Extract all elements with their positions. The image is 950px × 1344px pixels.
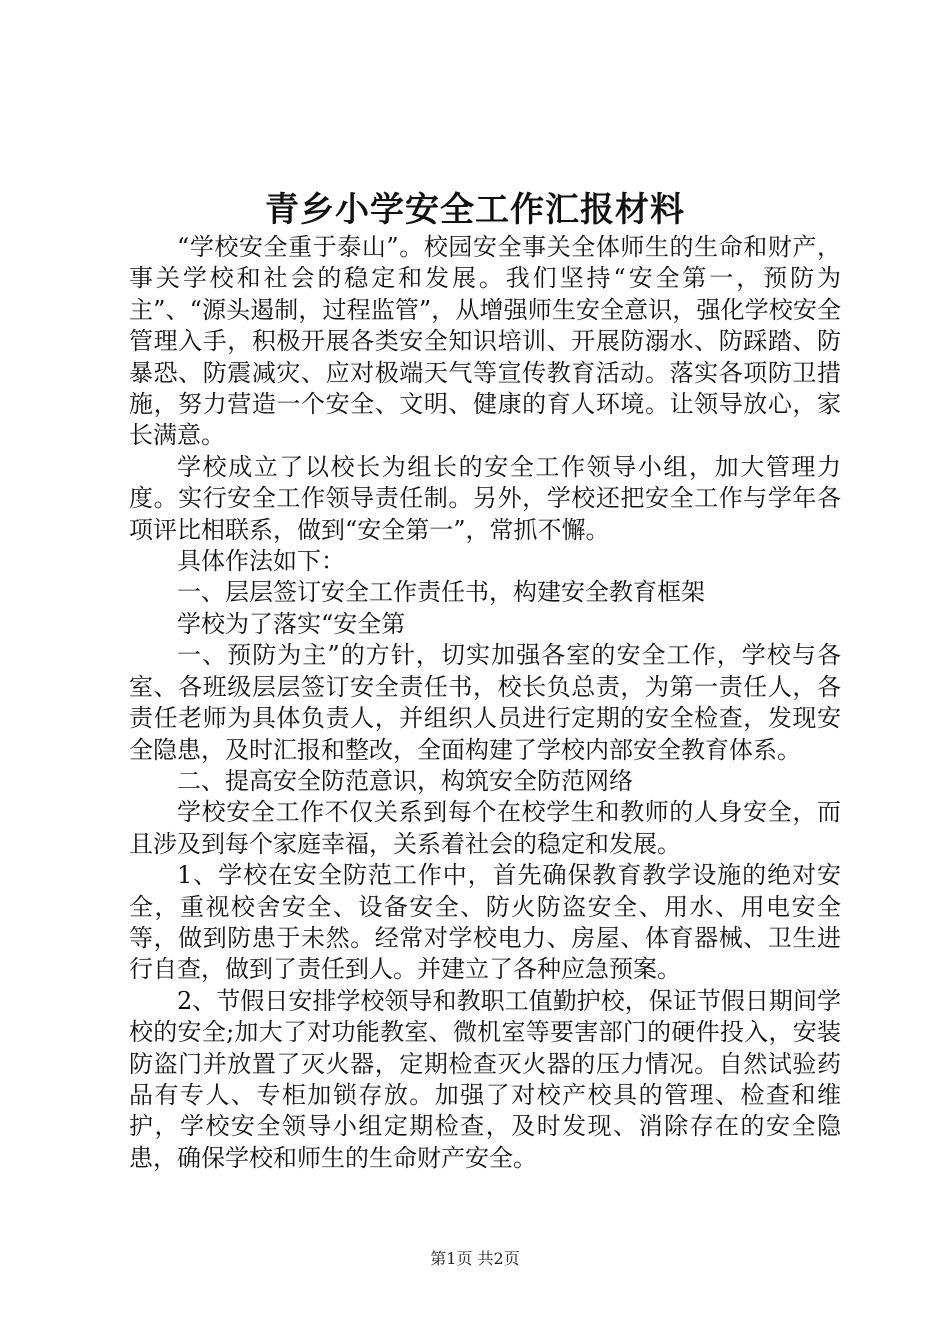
paragraph: 1、学校在安全防范工作中，首先确保教育教学设施的绝对安全，重视校舍安全、设备安全、防火防盗安全、用水、用电安全等，做到防患于未然。经常对学校电力、房屋、体育器械、卫生进行自查，做到了责任到人。并建立了各种应急预案。	[129, 861, 841, 984]
paragraph: 学校为了落实“安全第	[177, 609, 406, 638]
document-body	[129, 232, 841, 1174]
paragraph: 具体作法如下：	[177, 547, 345, 576]
paragraph: “学校安全重于泰山”。校园安全事关全体师生的生命和财产，事关学校和社会的稳定和发展。我们坚持“安全第一，预防为主”、“源头遏制，过程监管”，从增强师生安全意识，强化学校安全管理入手，积极开展各类安全知识培训、开展防溺水、防踩踏、防暴恐、防震减灾、应对极端天气等宣传教育活动。落实各项防卫措施，努力营造一个安全、文明、健康的育人环境。让领导放心，家长满意。	[129, 233, 841, 450]
paragraph: 学校成立了以校长为组长的安全工作领导小组，加大管理力度。实行安全工作领导责任制。另外，学校还把安全工作与学年各项评比相联系，做到“安全第一”，常抓不懈。	[129, 452, 841, 544]
section-heading: 一、层层签订安全工作责任书，构建安全教育框架	[177, 578, 705, 607]
paragraph: 学校安全工作不仅关系到每个在校学生和教师的人身安全，而且涉及到每个家庭幸福，关系着社会的稳定和发展。	[129, 798, 841, 858]
paragraph: 2、节假日安排学校领导和教职工值勤护校，保证节假日期间学校的安全;加大了对功能教室、微机室等要害部门的硬件投入，安装防盗门并放置了灭火器，定期检查灭火器的压力情况。自然试验药品有专人、专柜加锁存放。加强了对校产校具的管理、检查和维护，学校安全领导小组定期检查，及时发现、消除存在的安全隐患，确保学校和师生的生命财产安全。	[129, 986, 841, 1172]
document-title: 青乡小学安全工作汇报材料	[265, 190, 685, 230]
paragraph: 一、预防为主”的方针，切实加强各室的安全工作，学校与各室、各班级层层签订安全责任书，校长负总责，为第一责任人，各责任老师为具体负责人，并组织人员进行定期的安全检查，发现安全隐患，及时汇报和整改，全面构建了学校内部安全教育体系。	[129, 641, 841, 764]
section-heading: 二、提高安全防范意识，构筑安全防范网络	[177, 766, 633, 795]
page-footer: 第1页 共2页	[430, 1249, 520, 1268]
